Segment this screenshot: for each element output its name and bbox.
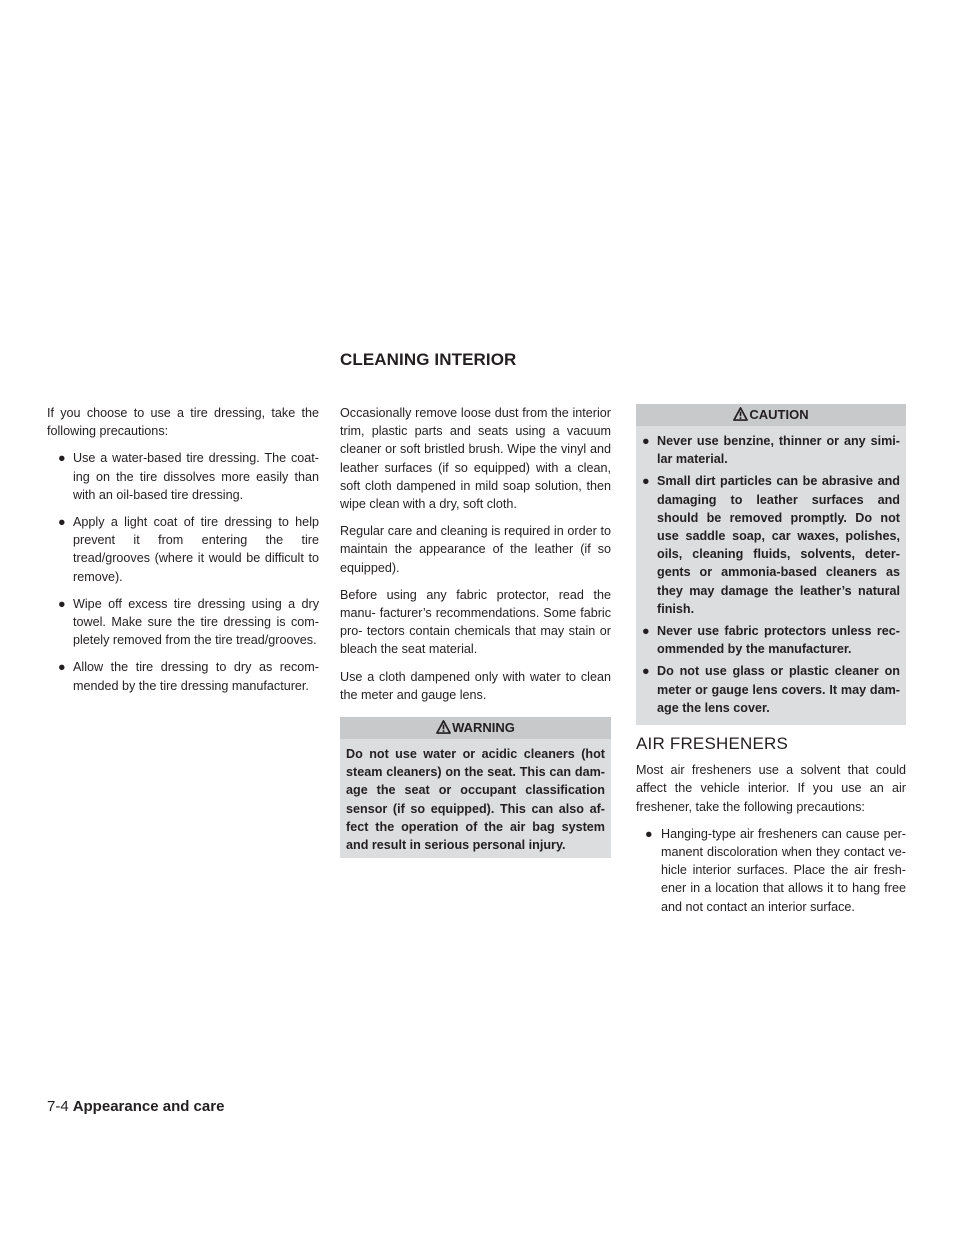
bullet-icon: ● [642, 664, 650, 679]
warning-text: Do not use water or acidic cleaners (hot steam cleaners) on the seat. This can dam- age the seat or occupant classification sensor (if so equipped). This can also af- fect the operation of the air bag system and result in serious personal injury. [346, 747, 605, 853]
column-2 [340, 404, 611, 868]
list-item-text: Do not use glass or plastic cleaner on meter or gauge lens covers. It may dam- age the lens cover. [657, 664, 900, 715]
list-item [47, 449, 319, 504]
list-item-text: Hanging-type air fresheners can cause per- manent discoloration when they contact ve- hicle interior surfaces. Place the air fresh- ener in a location that allows it to hang free and not contact an interior surface. [661, 826, 906, 914]
paragraph: Regular care and cleaning is required in order to maintain the appearance of the leather (if so equipped). [340, 524, 611, 575]
column-3 [636, 404, 906, 925]
list-item [47, 658, 319, 694]
list-item-text: Apply a light coat of tire dressing to help prevent it from entering the tire tread/grooves (where it would be difficult to remove). [73, 515, 319, 584]
warning-body [340, 739, 611, 854]
bullet-icon: ● [642, 624, 650, 639]
caution-title: CAUTION [749, 407, 809, 422]
chapter-title: Appearance and care [72, 1098, 225, 1115]
paragraph: Use a cloth dampened only with water to clean the meter and gauge lens. [340, 669, 611, 702]
list-item [642, 662, 900, 717]
air-freshener-list [636, 825, 906, 916]
list-item [642, 622, 900, 658]
bullet-icon: ● [58, 660, 66, 675]
bullet-icon: ● [58, 451, 66, 466]
warning-box [340, 717, 611, 858]
list-item-text: Small dirt particles can be abrasive and damaging to leather surfaces and should be removed promptly. Do not use saddle soap, car waxes, polishes, oils, cleaning fluids, solvents, deter- gents or ammonia-based cleaners as they may damage the leather’s natural finish. [657, 474, 900, 616]
list-item-text: Use a water-based tire dressing. The coat- ing on the tire dissolves more easily than with an oil-based tire dressing. [73, 451, 319, 502]
list-item-text: Never use fabric protectors unless rec- ommended by the manufacturer. [657, 624, 900, 657]
list-item [642, 432, 900, 468]
intro-paragraph: If you choose to use a tire dressing, take the following precautions: [47, 406, 319, 439]
warning-header [340, 717, 611, 739]
list-item [47, 595, 319, 650]
warning-triangle-icon [436, 720, 451, 734]
list-item [47, 513, 319, 586]
caution-header [636, 404, 906, 426]
bullet-icon: ● [58, 596, 66, 611]
caution-box [636, 404, 906, 725]
list-item-text: Never use benzine, thinner or any simi- lar material. [657, 434, 900, 467]
page-number: 7-4 [47, 1098, 69, 1115]
warning-title: WARNING [452, 720, 515, 736]
caution-list [642, 432, 900, 717]
paragraph: Most air fresheners use a solvent that could affect the vehicle interior. If you use an air freshener, take the following precautions: [636, 763, 906, 814]
warning-triangle-icon [733, 407, 748, 421]
air-fresheners-heading: AIR FRESHENERS [636, 734, 789, 754]
paragraph: Occasionally remove loose dust from the interior trim, plastic parts and seats using a vacuum cleaner or soft bristled brush. Wipe the vinyl and leather surfaces (if so equipped) with a clean, soft cloth dampened in mild soap solution, then wipe clean with a dry, soft cloth. [340, 406, 611, 512]
bullet-icon: ● [642, 474, 650, 489]
list-item-text: Wipe off excess tire dressing using a dry towel. Make sure the tire dressing is com- pletely removed from the tire tread/grooves. [73, 596, 319, 648]
bullet-icon: ● [58, 515, 66, 530]
page-footer [47, 1098, 224, 1115]
tire-dressing-list [47, 449, 319, 694]
list-item [636, 825, 906, 916]
bullet-icon: ● [645, 826, 653, 841]
paragraph: Before using any fabric protector, read the manu- facturer’s recommendations. Some fabric pro- tectors contain chemicals that may stain or bleach the seat material. [340, 587, 611, 657]
caution-body [636, 426, 906, 717]
list-item [642, 472, 900, 618]
list-item-text: Allow the tire dressing to dry as recom- mended by the tire dressing manufacturer. [73, 660, 319, 693]
section-title: CLEANING INTERIOR [340, 350, 517, 369]
bullet-icon: ● [642, 434, 650, 448]
column-1 [47, 404, 319, 704]
